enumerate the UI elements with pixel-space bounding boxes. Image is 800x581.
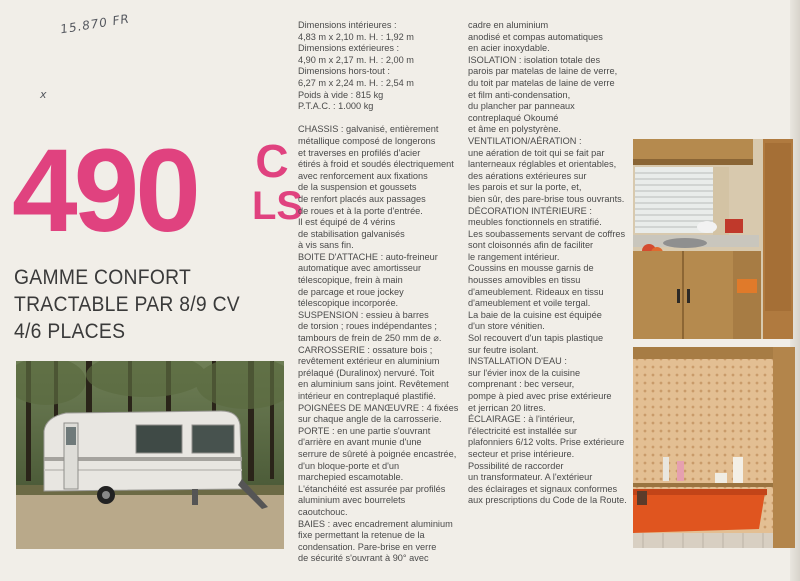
model-number: 490 [12, 125, 197, 257]
spec-line: prélaqué (Duralinox) nervuré. Toit [298, 367, 435, 378]
handwritten-mark: x [40, 88, 47, 101]
spec-line: ÉCLAIRAGE : à l'intérieur, [468, 414, 575, 425]
spec-line: cadre en aluminium [468, 20, 549, 30]
spec-line: VENTILATION/AÉRATION : [468, 135, 582, 146]
spec-line: secteur et prise intérieure. [468, 448, 575, 459]
heading-line-2: TRACTABLE PAR 8/9 CV [14, 293, 240, 316]
spec-line: télescopique incorporée. [298, 298, 399, 309]
spec-line: L'étanchéité est assurée par profilés [298, 483, 446, 494]
spec-line: anodisé et compas automatiques [468, 31, 603, 42]
spec-line: sur chaque angle de la carrosserie. [298, 414, 442, 425]
spec-line: métallique composé de longerons [298, 135, 436, 146]
spec-line: comprenant : bec verseur, [468, 379, 575, 390]
spec-line: de renfort placés aux passages [298, 193, 426, 204]
kitchen-interior-photo [633, 139, 793, 339]
spec-line: en aluminium sans joint. Revêtement [298, 379, 449, 390]
heading-line-3: 4/6 PLACES [14, 320, 126, 343]
spec-line: et jerrican 20 litres. [468, 402, 546, 413]
spec-line: tambours de frein de 250 mm de ⌀. [298, 333, 442, 344]
spec-line: sur feutre isolant. [468, 344, 539, 355]
spec-line: avec renforcement aux fixations [298, 170, 428, 181]
spec-line: et film anti-condensation, [468, 89, 571, 100]
range-heading [14, 264, 272, 345]
spec-line: de stabilisation galvanisés [298, 228, 405, 239]
model-suffix-top: C [255, 135, 289, 187]
spec-line: SUSPENSION : essieu à barres [298, 309, 429, 320]
spec-line: 4,90 m x 2,17 m. H. : 2,00 m [298, 54, 414, 65]
spec-line: sont cloisonnés afin de faciliter [468, 240, 594, 251]
spec-line: La baie de la cuisine est équipée [468, 309, 602, 320]
spec-line: Sol recouvert d'un tapis plastique [468, 333, 604, 344]
spec-line: meubles fonctionnels en stratifié. [468, 217, 602, 228]
spec-column-2 [468, 20, 633, 507]
spec-line: un transformateur. A l'extérieur [468, 472, 593, 483]
spec-line: d'ameublement. Rideaux en tissu [468, 286, 604, 297]
spec-line: et traverses en profilés d'acier [298, 147, 421, 158]
spec-line: le rangement intérieur. [468, 251, 560, 262]
spec-line: BOITE D'ATTACHE : auto-freineur [298, 251, 438, 262]
spec-line: PORTE : en une partie s'ouvrant [298, 425, 431, 436]
caravan-illustration [16, 361, 284, 549]
spec-line: plafonniers 6/12 volts. Prise extérieure [468, 437, 625, 448]
spec-line: bien sûr, des pare-brise tous ouvrants. [468, 193, 625, 204]
spec-line: Dimensions hors-tout : [298, 66, 390, 77]
spec-line: du toit par matelas de laine de verre [468, 77, 615, 88]
spec-line: automatique avec amortisseur [298, 263, 422, 274]
spec-line: les parois et sur la porte, et, [468, 182, 582, 193]
caravan-exterior-photo [16, 361, 284, 549]
spec-line: serrure de sûreté à poignée encastrée, [298, 448, 457, 459]
spec-line: Il est équipé de 4 vérins [298, 217, 396, 228]
spec-line: DÉCORATION INTÉRIEURE : [468, 205, 592, 216]
heading-line-1: GAMME CONFORT [14, 266, 192, 289]
spec-line: d'un bloque-porte et d'un [298, 460, 400, 471]
spec-line: 4,83 m x 2,10 m. H. : 1,92 m [298, 31, 414, 42]
spec-line: d'ameublement et voile tergal. [468, 298, 591, 309]
spec-line: de la suspension et goussets [298, 182, 417, 193]
spec-line: parois par matelas de laine de verre, [468, 66, 618, 77]
spec-line: Poids à vide : 815 kg [298, 89, 384, 100]
spec-line: des éclairages et signaux conformes [468, 483, 618, 494]
spec-line: et âme en polystyrène. [468, 124, 561, 135]
spec-line: fixe permettant la retenue de la [298, 530, 425, 541]
spec-line: étirés à froid et soudés électriquement [298, 159, 454, 170]
spec-line: de torsion ; roues indépendantes ; [298, 321, 437, 332]
spec-line: Dimensions intérieures : [298, 20, 397, 30]
spec-line: télescopique, frein à main [298, 275, 403, 286]
spec-line: INSTALLATION D'EAU : [468, 356, 567, 367]
spec-line: d'arrière en avant munie d'une [298, 437, 422, 448]
spec-line: Possibilité de raccorder [468, 460, 564, 471]
handwritten-price-note: 15.870 FR [59, 11, 131, 37]
spec-line: marchepied escamotable. [298, 472, 404, 483]
spec-line: ISOLATION : isolation totale des [468, 54, 601, 65]
spec-line: lanterneaux réglables et orientables, [468, 159, 617, 170]
spec-line: P.T.A.C. : 1.000 kg [298, 101, 374, 112]
sink-interior-photo [633, 347, 795, 548]
spec-line: pompe à pied avec prise extérieure [468, 391, 612, 401]
spec-line: du plancher par panneaux [468, 101, 575, 112]
spec-line: une aération de toit qui se fait par [468, 147, 605, 158]
sink-illustration [633, 347, 795, 548]
spec-line: de roues et à la porte d'entrée. [298, 205, 423, 216]
spec-line: CHASSIS : galvanisé, entièrement [298, 124, 439, 135]
spec-line: condensation. Pare-brise en verre [298, 541, 437, 552]
spec-line: de parcage et roue jockey [298, 286, 404, 297]
spec-line: l'électricité est installée sur [468, 425, 577, 436]
kitchen-illustration [633, 139, 793, 339]
spec-line: Coussins en mousse garnis de [468, 263, 594, 274]
model-suffix-bottom: LS [252, 184, 304, 228]
spec-line: intérieur en contreplaqué plastifié. [298, 391, 436, 401]
spec-column-1 [298, 20, 466, 565]
spec-line: 6,27 m x 2,24 m. H. : 2,54 m [298, 77, 414, 88]
spec-line: d'un store vénitien. [468, 321, 545, 332]
spec-line: Dimensions extérieures : [298, 43, 400, 54]
spec-line: caoutchouc. [298, 506, 348, 517]
spec-line: des aérations extérieures sur [468, 170, 587, 181]
spec-line: de sécurité s'ouvrant à 90° avec [298, 553, 429, 564]
spec-line: CARROSSERIE : ossature bois ; [298, 344, 433, 355]
spec-line: housses amovibles en tissu [468, 275, 581, 286]
spec-line: BAIES : avec encadrement aluminium [298, 518, 453, 529]
spec-line: Les soubassements servant de coffres [468, 228, 626, 239]
spec-line: en acier inoxydable. [468, 43, 550, 54]
spec-line: sur l'évier inox de la cuisine [468, 367, 581, 378]
model-suffix [252, 135, 304, 228]
spec-line: revêtement extérieur en aluminium [298, 356, 440, 367]
spec-line: POIGNÉES DE MANŒUVRE : 4 fixées [298, 402, 459, 413]
spec-line: aluminium avec bourrelets [298, 495, 406, 506]
spec-line: contreplaqué Okoumé [468, 112, 559, 123]
spec-line: à vis sans fin. [298, 240, 354, 251]
spec-line: aux prescriptions du Code de la Route. [468, 495, 627, 506]
paragraph-gap [298, 113, 466, 125]
